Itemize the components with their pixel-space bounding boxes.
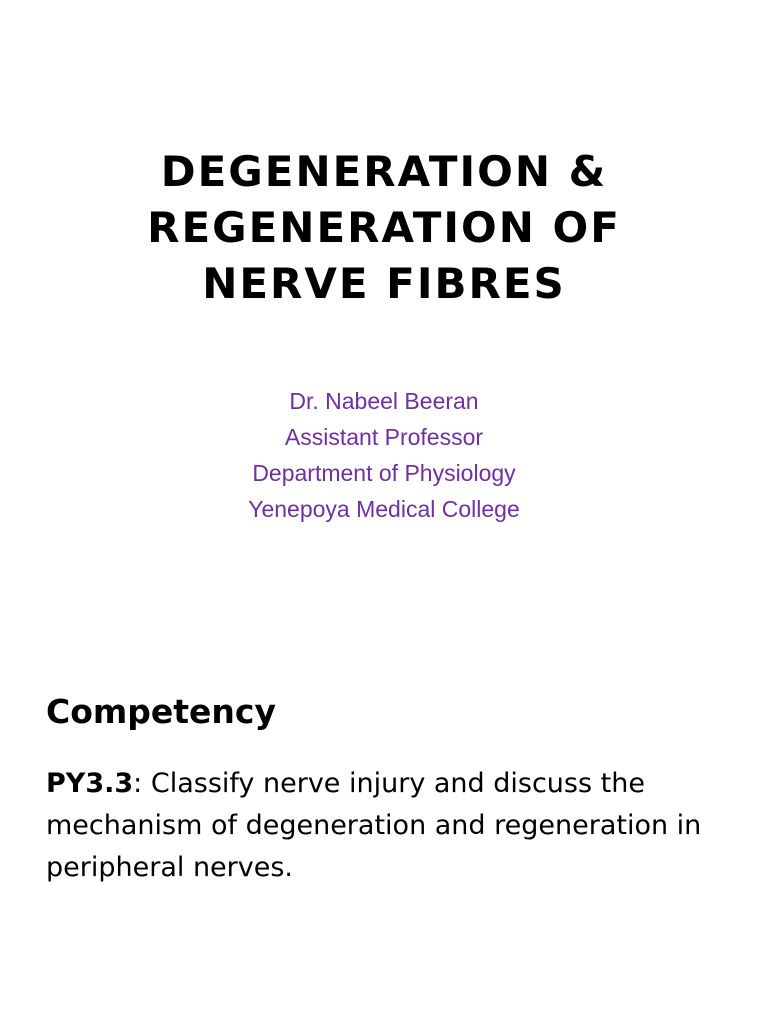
title-line-1: DEGENERATION & bbox=[160, 147, 608, 196]
competency-separator: : bbox=[133, 768, 143, 799]
competency-text: Classify nerve injury and discuss the mechanism of degeneration and regeneration in peripheral nerves. bbox=[46, 768, 702, 883]
title-line-3: NERVE FIBRES bbox=[202, 259, 566, 308]
competency-description bbox=[46, 763, 736, 889]
author-institution: Yenepoya Medical College bbox=[248, 496, 520, 522]
slide-title bbox=[0, 144, 768, 312]
title-line-2: REGENERATION OF bbox=[147, 203, 621, 252]
author-position: Assistant Professor bbox=[284, 424, 484, 450]
author-block bbox=[0, 383, 768, 527]
author-name: Dr. Nabeel Beeran bbox=[289, 388, 479, 414]
competency-heading: Competency bbox=[46, 692, 277, 731]
competency-code: PY3.3 bbox=[46, 768, 134, 799]
author-department: Department of Physiology bbox=[252, 460, 516, 486]
